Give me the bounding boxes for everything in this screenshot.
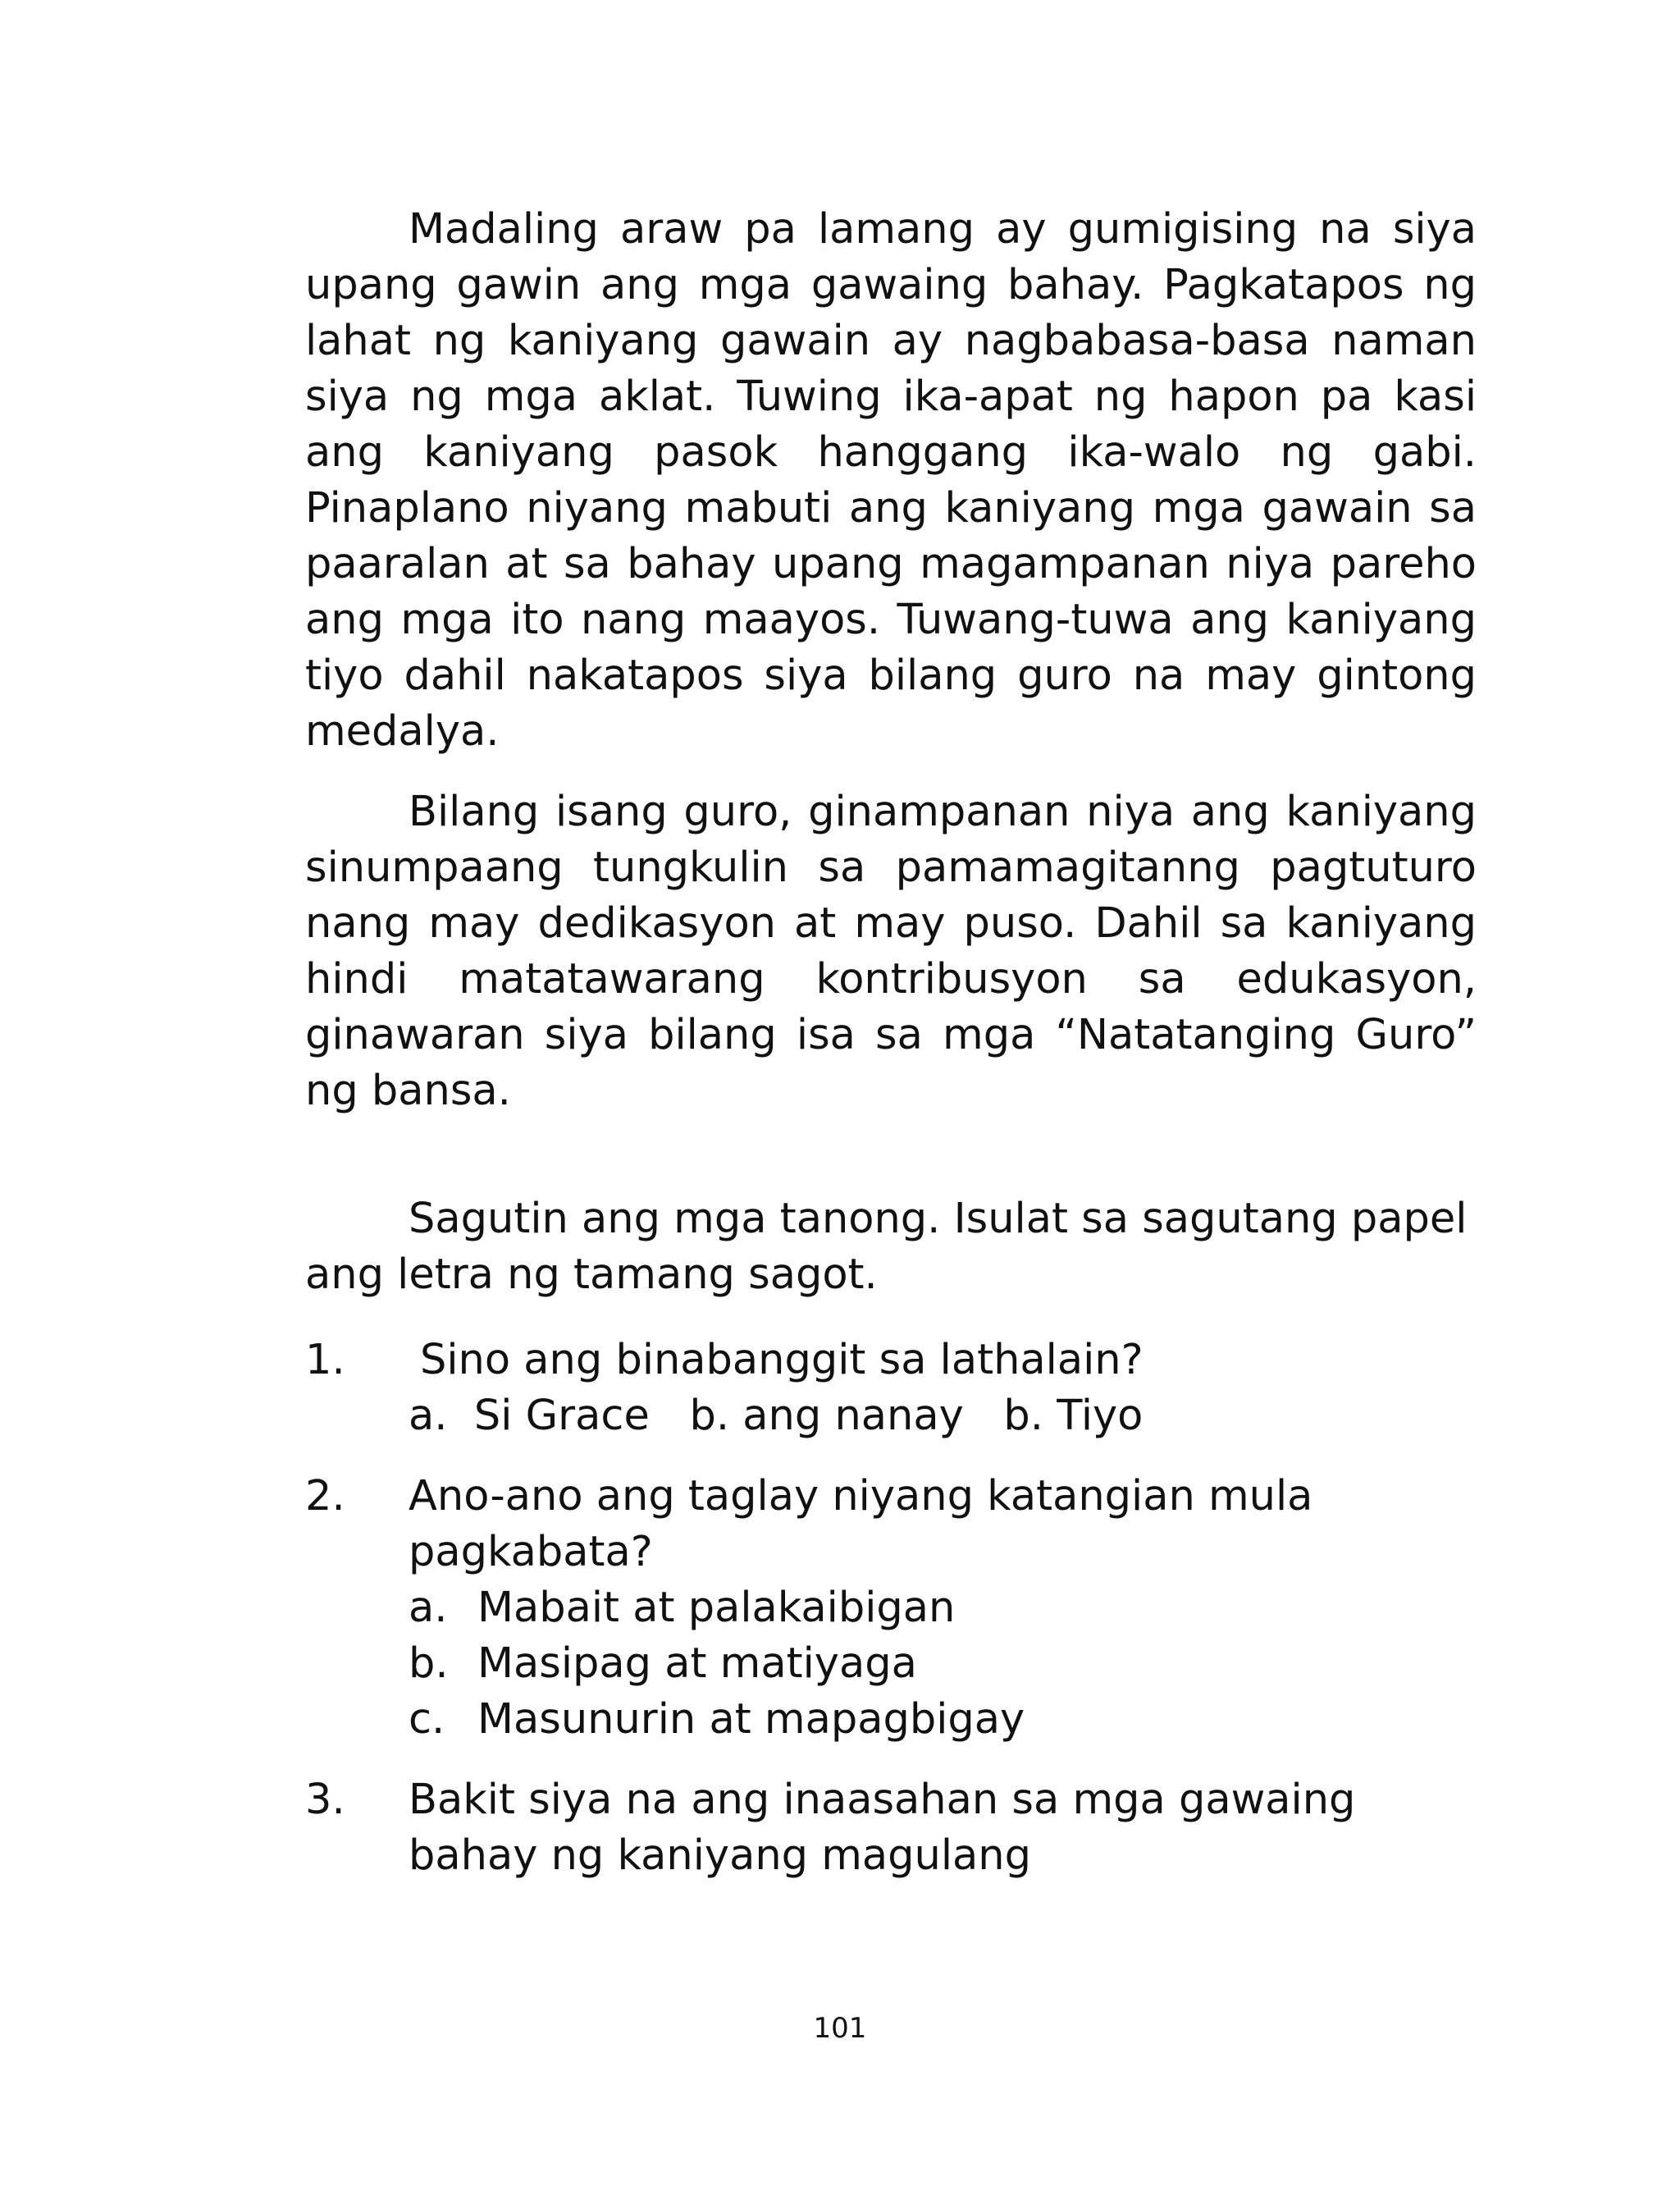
choice-text: Masunurin at mapagbigay [477,1695,1025,1744]
choice-text: Mabait at palakaibigan [477,1584,956,1632]
choice-text: Si Grace [473,1392,650,1440]
story-paragraph-1: Madaling araw pa lamang ay gumigising na siya upang gawin ang mga gawaing bahay. Pagkatapos ng lahat ng kaniyang gawain ay nagbabasa-basa naman siya ng mga aklat. Tuwing ika-apat ng hapon pa kasi ang kaniyang pasok hanggang ika-walo ng gabi. Pinaplano niyang mabuti ang kaniyang mga gawain sa paaralan at sa bahay upang magampanan niya pareho ang mga ito nang maayos. Tuwang-tuwa ang kaniyang tiyo dahil nakatapos siya bilang guro na may gintong medalya. [305,205,1477,756]
question-text: Sino ang binabanggit sa lathalain? [420,1336,1144,1384]
choice-row [409,1580,1477,1636]
story-paragraph-2: Bilang isang guro, ginampanan niya ang kaniyang sinumpaang tungkulin sa pamamagitanng pagtuturo nang may dedikasyon at may puso. Dahil sa kaniyang hindi matatawarang kontribusyon sa edukasyon, ginawaran siya bilang isa sa mga “Natatanging Guro” ng bansa. [305,788,1477,1115]
answer-choices [409,1580,1477,1748]
question-3 [305,1772,1477,1884]
question-text: Bakit siya na ang inaasahan sa mga gawaing bahay ng kaniyang magulang [409,1776,1356,1880]
choice-row [409,1636,1477,1692]
question-number: 3. [305,1776,345,1824]
choice-letter: b. [1003,1392,1044,1440]
question-number: 1. [305,1336,345,1384]
choice-text: Masipag at matiyaga [477,1639,917,1688]
choice-letter: b. [409,1639,449,1688]
choice-letter: b. [689,1392,730,1440]
answer-choices [409,1388,1477,1444]
choice-letter: a. [409,1392,448,1440]
question-2 [305,1469,1477,1748]
choice-text: ang nanay [742,1392,964,1440]
question-text: Ano-ano ang taglay niyang katangian mula pagkabata? [409,1472,1313,1576]
question-list [305,1333,1477,1884]
choice-row [409,1692,1477,1748]
choice-letter: a. [409,1584,448,1632]
choice-letter: c. [409,1695,445,1744]
document-page [305,202,1477,1909]
question-number: 2. [305,1472,345,1520]
question-1 [305,1333,1477,1444]
choice-text: Tiyo [1057,1392,1144,1440]
page-number: 101 [813,2012,867,2045]
instructions-text: Sagutin ang mga tanong. Isulat sa sagutang papel ang letra ng tamang sagot. [305,1195,1468,1299]
